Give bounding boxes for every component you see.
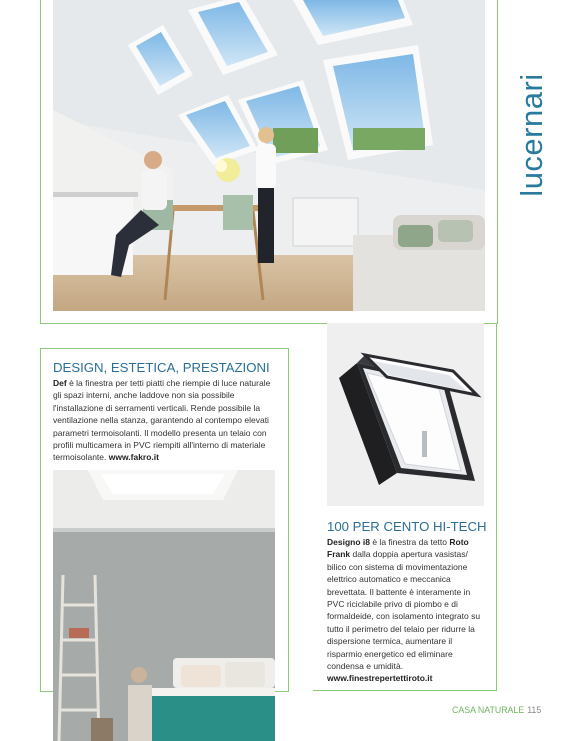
article1-body <box>53 377 279 464</box>
page-footer <box>452 705 541 715</box>
article2-brand-name: Roto Frank <box>327 537 469 560</box>
article2-title: 100 PER CENTO HI-TECH <box>327 519 487 534</box>
article2-body <box>327 536 489 685</box>
article1-body-text: è la finestra per tetti piatti che riempie di luce naturale gli spazi interni, anche laddove non sia possibile l'installazione di serramenti verticali. Rende possibile la ventilazione nella stanza, garantendo al contempo elevati parametri termoisolanti. Il modello presenta un telaio con profili multicamera in PVC riempiti all'interno di materiale termoisolante. <box>53 378 271 463</box>
article2-link[interactable]: www.finestrepertettiroto.it <box>327 673 433 684</box>
bedroom-photo <box>53 470 275 741</box>
article2-body-text-2: dalla doppia apertura vasistas/ bilico con sistema di movimentazione elettrico automatico e meccanica brevettata. Il battente è interamente in PVC riciclabile privo di piombo e di formaldeide, con isolamento integrato su tutto il perimetro del telaio per ridurre la dispersione termica, aumentare il risparmio energetico ed eliminare condensa e umidità. <box>327 549 481 672</box>
article1-product-name: Def <box>53 378 67 388</box>
section-label-text: lucernari <box>514 72 549 197</box>
article1-link[interactable]: www.fakro.it <box>108 452 159 463</box>
article2-product-name: Designo i8 <box>327 537 370 547</box>
section-label <box>512 62 552 207</box>
page-number: 115 <box>527 705 542 715</box>
roof-window-product-photo <box>327 323 484 506</box>
article1-title: DESIGN, ESTETICA, PRESTAZIONI <box>53 360 270 375</box>
attic-room-photo <box>53 0 485 311</box>
magazine-name: CASA NATURALE <box>452 705 525 715</box>
article2-body-text-1: è la finestra da tetto <box>369 537 450 547</box>
